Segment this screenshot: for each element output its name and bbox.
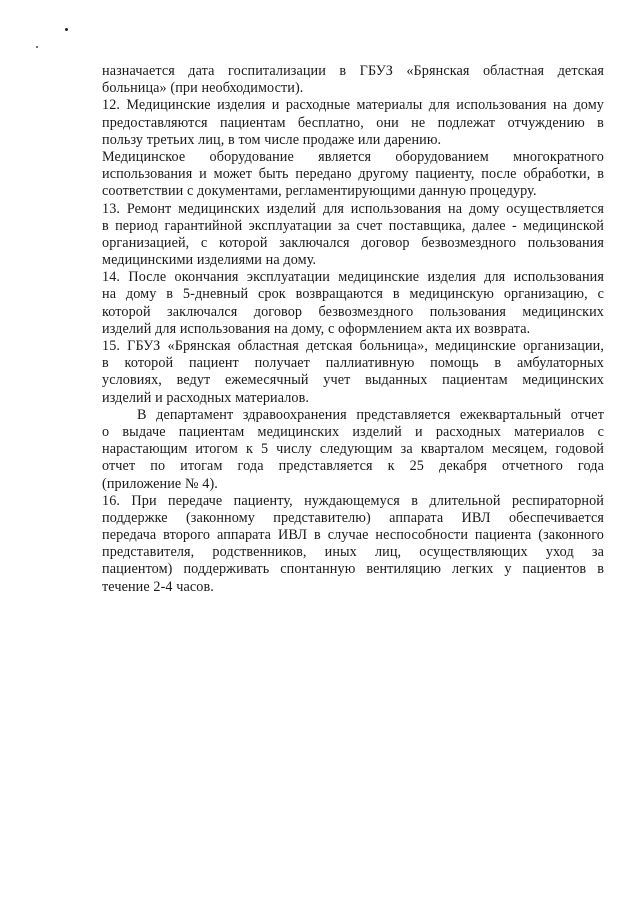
text-line: медицинскими изделиями на дому. xyxy=(102,252,317,269)
text-line: 15. ГБУЗ «Брянская областная детская больница», медицинские организации, xyxy=(102,338,604,354)
text-line: 13. Ремонт медицинских изделий для использования на дому осуществляется xyxy=(102,200,604,217)
text-line: на дому в 5-дневный срок возвращаются в медицинскую организацию, с xyxy=(102,286,604,303)
scan-speck xyxy=(65,28,68,31)
text-line: представителя, родственников, иных лиц, осуществляющих уход за xyxy=(102,544,604,561)
text-line: течение 2-4 часов. xyxy=(102,578,214,595)
text-line: использования и может быть передано другому пациенту, после обработки, в xyxy=(102,166,604,183)
text-line: пользу третьих лиц, в том числе продаже или дарению. xyxy=(102,131,442,148)
text-line: В департамент здравоохранения представляется ежеквартальный отчет xyxy=(137,406,604,423)
text-line: отчет по итогам года представляется к 25 декабря отчетного года xyxy=(102,458,604,475)
text-line: пациентом) поддерживать спонтанную вентиляцию легких у пациентов в xyxy=(102,561,604,578)
document-body xyxy=(102,63,604,596)
text-line: 16. При передаче пациенту, нуждающемуся в длительной респираторной xyxy=(102,492,604,509)
text-line: назначается дата госпитализации в ГБУЗ «Брянская областная детская xyxy=(102,63,604,79)
text-line: изделий и расходных материалов. xyxy=(102,389,310,406)
text-line: изделий для использования на дому, с оформлением акта их возврата. xyxy=(102,320,531,337)
text-line: в период гарантийной эксплуатации за счет поставщика, далее - медицинской xyxy=(102,217,604,234)
text-line: условиях, ведут ежемесячный учет выданных пациентам медицинских xyxy=(102,372,604,389)
text-line: Медицинское оборудование является оборудованием многократного xyxy=(102,148,604,165)
scan-speck xyxy=(36,46,38,48)
text-line: 14. После окончания эксплуатации медицинские изделия для использования xyxy=(102,269,604,286)
text-line: 12. Медицинские изделия и расходные материалы для использования на дому xyxy=(102,97,604,114)
text-line: поддержке (законному представителю) аппарата ИВЛ обеспечивается xyxy=(102,509,604,526)
text-line: которой заключался договор безвозмездного пользования медицинских xyxy=(102,303,604,320)
text-line: о выдаче пациентам медицинских изделий и расходных материалов с xyxy=(102,423,604,440)
text-line: соответствии с документами, регламентирующими данную процедуру. xyxy=(102,183,537,200)
text-line: больница» (при необходимости). xyxy=(102,80,304,97)
text-line: организацией, с которой заключался договор безвозмездного пользования xyxy=(102,234,604,251)
text-line: в которой пациент получает паллиативную помощь в амбулаторных xyxy=(102,355,604,372)
text-line: нарастающим итогом к 5 числу следующим за кварталом месяцем, годовой xyxy=(102,441,604,458)
text-line: предоставляются пациентам бесплатно, они не подлежат отчуждению в xyxy=(102,114,604,131)
text-line: передача второго аппарата ИВЛ в случае неспособности пациента (законного xyxy=(102,527,604,544)
text-line: (приложение № 4). xyxy=(102,475,218,492)
